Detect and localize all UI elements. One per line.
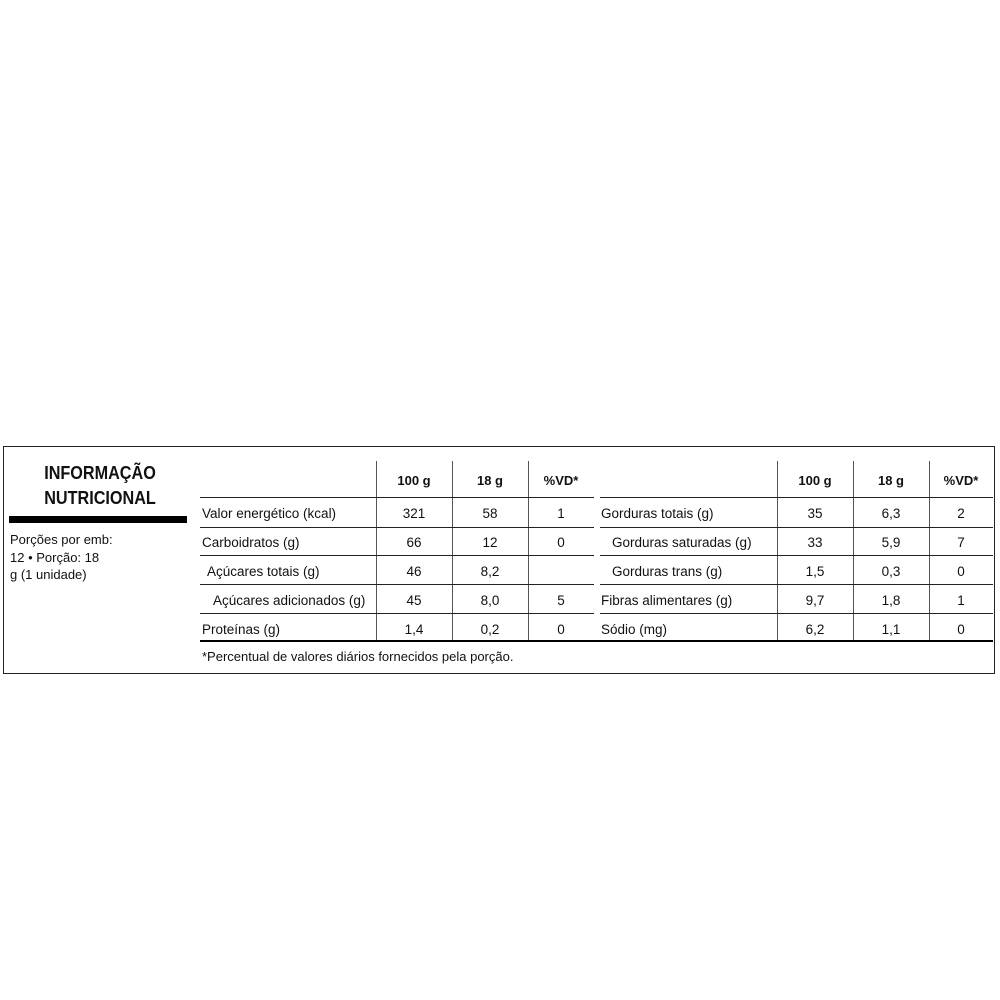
title-line-1: INFORMAÇÃO bbox=[44, 463, 156, 483]
right-row-value-100g: 1,5 bbox=[805, 564, 825, 579]
right-col-divider-2 bbox=[853, 461, 854, 641]
left-row-label: Proteínas (g) bbox=[202, 622, 281, 637]
left-row-value-100g: 46 bbox=[406, 564, 422, 579]
nutrition-facts-panel bbox=[3, 446, 995, 674]
right-row-value-portion: 1,1 bbox=[881, 622, 901, 637]
left-row-value-100g: 45 bbox=[406, 593, 422, 608]
right-row-value-vd: 1 bbox=[957, 593, 965, 608]
right-row-label: Gorduras saturadas (g) bbox=[612, 535, 752, 550]
left-row-value-100g: 1,4 bbox=[404, 622, 424, 637]
right-row-label: Gorduras totais (g) bbox=[601, 506, 714, 521]
nutrition-title bbox=[14, 461, 187, 511]
servings-info bbox=[10, 531, 190, 584]
left-row-value-vd: 0 bbox=[557, 535, 565, 550]
left-row-value-100g: 321 bbox=[402, 506, 426, 521]
left-row-label: Valor energético (kcal) bbox=[202, 506, 337, 521]
right-row-value-vd: 2 bbox=[957, 506, 965, 521]
left-row-value-100g: 66 bbox=[406, 535, 422, 550]
right-row-value-portion: 6,3 bbox=[881, 506, 901, 521]
footnote: *Percentual de valores diários fornecidos pela porção. bbox=[202, 649, 514, 664]
right-row-value-100g: 9,7 bbox=[805, 593, 825, 608]
left-col-divider-3 bbox=[528, 461, 529, 641]
left-row-line-3 bbox=[200, 584, 594, 585]
right-row-value-100g: 35 bbox=[807, 506, 823, 521]
right-row-value-vd: 0 bbox=[957, 622, 965, 637]
right-row-value-portion: 5,9 bbox=[881, 535, 901, 550]
left-row-label: Açúcares totais (g) bbox=[207, 564, 320, 579]
table-bottom-rule bbox=[200, 640, 993, 642]
left-header-100g: 100 g bbox=[397, 473, 431, 488]
right-row-value-100g: 6,2 bbox=[805, 622, 825, 637]
right-row-line-3 bbox=[600, 584, 993, 585]
left-row-line-0 bbox=[200, 497, 594, 498]
left-row-value-portion: 8,0 bbox=[480, 593, 500, 608]
left-row-value-portion: 12 bbox=[482, 535, 498, 550]
left-row-value-vd: 1 bbox=[557, 506, 565, 521]
servings-line-2: 12 • Porção: 18 bbox=[10, 549, 100, 565]
right-row-label: Gorduras trans (g) bbox=[612, 564, 723, 579]
left-col-divider-1 bbox=[376, 461, 377, 641]
servings-line-3: g (1 unidade) bbox=[10, 567, 87, 582]
left-row-line-4 bbox=[200, 613, 594, 614]
right-row-value-portion: 0,3 bbox=[881, 564, 901, 579]
right-row-label: Sódio (mg) bbox=[601, 622, 668, 637]
right-header-vd: %VD* bbox=[943, 473, 979, 488]
right-row-line-1 bbox=[600, 527, 993, 528]
right-header-100g: 100 g bbox=[798, 473, 832, 488]
right-row-line-4 bbox=[600, 613, 993, 614]
left-row-value-vd: 5 bbox=[557, 593, 565, 608]
left-header-portion: 18 g bbox=[476, 473, 503, 488]
title-line-2: NUTRICIONAL bbox=[44, 488, 156, 508]
right-row-value-portion: 1,8 bbox=[881, 593, 901, 608]
servings-line-1: Porções por emb: bbox=[10, 532, 113, 547]
right-row-value-vd: 7 bbox=[957, 535, 965, 550]
left-row-line-1 bbox=[200, 527, 594, 528]
right-row-line-0 bbox=[600, 497, 993, 498]
left-row-value-portion: 58 bbox=[482, 506, 498, 521]
right-row-value-100g: 33 bbox=[807, 535, 823, 550]
right-col-divider-1 bbox=[777, 461, 778, 641]
left-row-value-portion: 0,2 bbox=[480, 622, 500, 637]
left-row-label: Carboidratos (g) bbox=[202, 535, 300, 550]
right-row-line-2 bbox=[600, 555, 993, 556]
left-row-line-2 bbox=[200, 555, 594, 556]
title-divider bbox=[9, 516, 187, 523]
left-row-value-portion: 8,2 bbox=[480, 564, 500, 579]
left-row-label: Açúcares adicionados (g) bbox=[213, 593, 366, 608]
right-col-divider-3 bbox=[929, 461, 930, 641]
right-row-value-vd: 0 bbox=[957, 564, 965, 579]
left-row-value-vd: 0 bbox=[557, 622, 565, 637]
right-row-label: Fibras alimentares (g) bbox=[601, 593, 733, 608]
left-col-divider-2 bbox=[452, 461, 453, 641]
left-header-vd: %VD* bbox=[543, 473, 579, 488]
right-header-portion: 18 g bbox=[877, 473, 904, 488]
